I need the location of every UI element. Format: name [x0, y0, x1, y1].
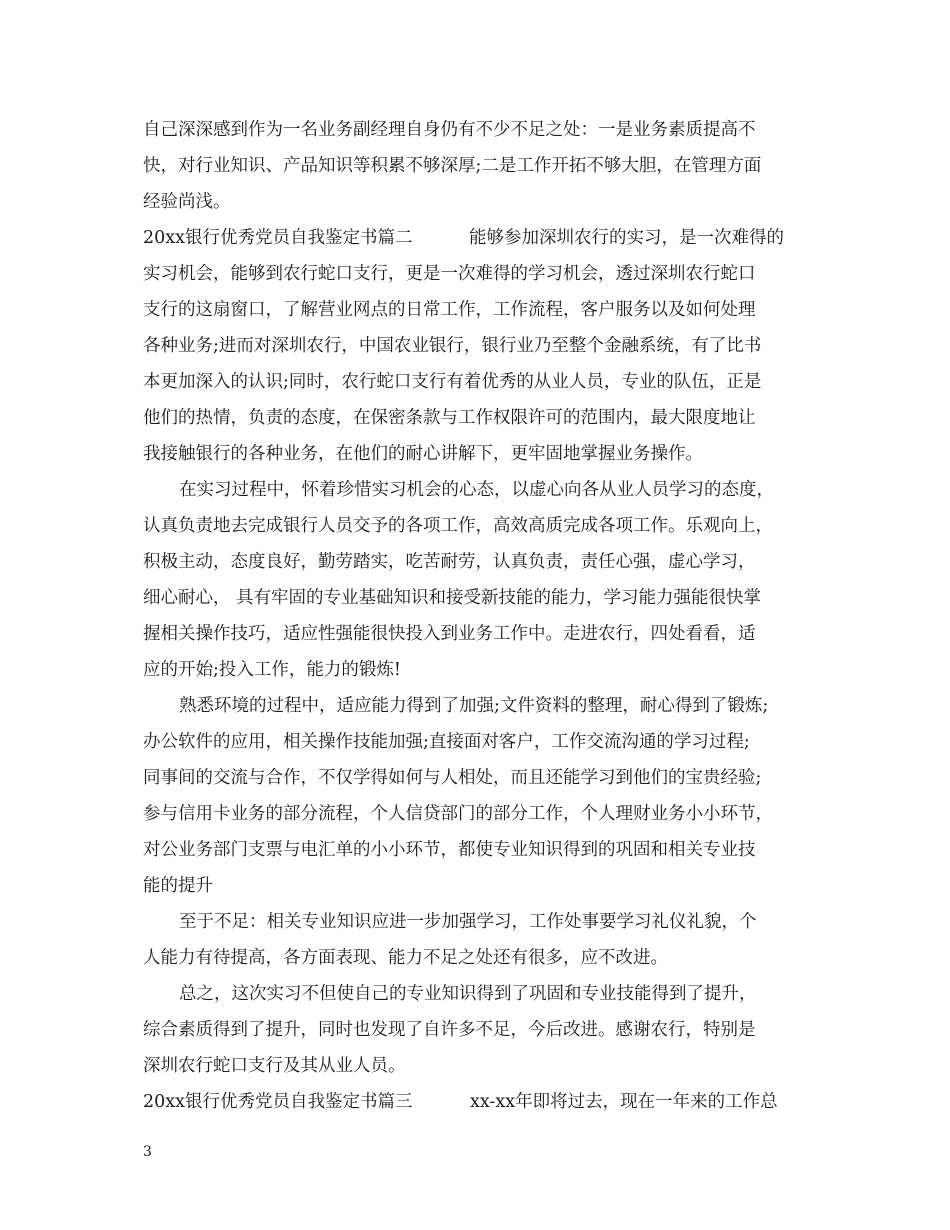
document-page: 自己深深感到作为一名业务副经理自身仍有不少不足之处：一是业务素质提高不 快，对行业知识、产品知识等积累不够深厚;二是工作开拓不够大胆，在管理方面 经验尚浅。 20xx银行优秀党员自我鉴定书篇二 能够参加深圳农行的实习，是一次难得的 实习机会，能够到农行蛇口支行，更是一次难得的学习机会，透过深圳农行蛇口 支行的这扇窗口，了解营业网点的日常工作，工作流程，客户服务以及如何处理 各种业务;进而对深圳农行，中国农业银行，银行业乃至整个金融系统，有了比书 本更加深入的认识;同时，农行蛇口支行有着优秀的从业人员，专业的队伍，正是 他们的热情，负责的态度，在保密条款与工作权限许可的范围内，最大限度地让 我接触银行的各种业务，在他们的耐心讲解下，更牢固地掌握业务操作。 在实习过程中，怀着珍惜实习机会的心态，以虚心向各从业人员学习的态度， 认真负责地去完成银行人员交予的各项工作，高效高质完成各项工作。乐观向上， 积极主动，态度良好，勤劳踏实，吃苦耐劳，认真负责，责任心强，虚心学习， 细心耐心， 具有牢固的专业基础知识和接受新技能的能力，学习能力强能很快掌 握相关操作技巧，适应性强能很快投入到业务工作中。走进农行，四处看看，适 应的开始;投入工作，能力的锻炼! 熟悉环境的过程中，适应能力得到了加强;文件资料的整理，耐心得到了锻炼; 办公软件的应用，相关操作技能加强;直接面对客户，工作交流沟通的学习过程; 同事间的交流与合作，不仅学得如何与人相处，而且还能学习到他们的宝贵经验; 参与信用卡业务的部分流程，个人信贷部门的部分工作，个人理财业务小小环节， 对公业务部门支票与电汇单的小小环节，都使专业知识得到的巩固和相关专业技 能的提升 至于不足：相关专业知识应进一步加强学习，工作处事要学习礼仪礼貌，个 人能力有待提高，各方面表现、能力不足之处还有很多，应不改进。 总之，这次实习不但使自己的专业知识得到了巩固和专业技能得到了提升， 综合素质得到了提升，同时也发现了自许多不足，今后改进。感谢农行，特别是 深圳农行蛇口支行及其从业人员。 20xx银行优秀党员自我鉴定书篇三 xx-xx年即将过去，现在一年来的工作总 3 — [143, 120, 784, 1160]
paragraph-start: xx-xx年即将过去，现在一年来的工作总 — [470, 1092, 778, 1112]
section-heading: 20xx银行优秀党员自我鉴定书篇三 — [143, 1092, 413, 1112]
paragraph-start: 能够参加深圳农行的实习，是一次难得的 — [469, 228, 784, 248]
section-heading: 20xx银行优秀党员自我鉴定书篇二 — [143, 228, 413, 248]
page-number: 3 — [143, 1144, 152, 1160]
